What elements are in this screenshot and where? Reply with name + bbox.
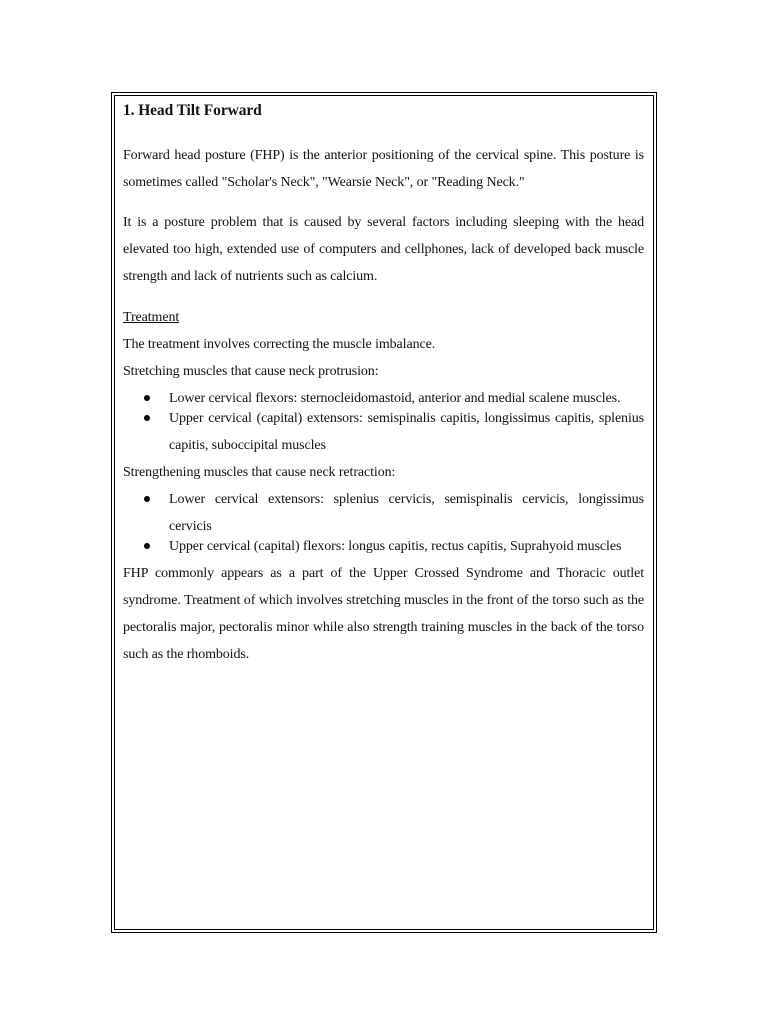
treatment-label: Treatment — [123, 310, 180, 325]
bullet-icon — [144, 395, 150, 401]
list-item — [123, 486, 644, 540]
intro-paragraph: Forward head posture (FHP) is the anterior positioning of the cervical spine. This posture is sometimes called "Scholar's Neck", "Wearsie Neck", or "Reading Neck." — [123, 148, 644, 190]
stretching-intro: Stretching muscles that cause neck protrusion: — [123, 364, 379, 379]
list-item — [123, 405, 644, 459]
strengthening-list — [123, 486, 644, 560]
list-item-text: Upper cervical (capital) extensors: semispinalis capitis, longissimus capitis, splenius capitis, suboccipital muscles — [169, 411, 644, 453]
list-item-text: Upper cervical (capital) flexors: longus capitis, rectus capitis, Suprahyoid muscles — [169, 539, 622, 554]
section-heading: 1. Head Tilt Forward — [123, 102, 262, 119]
causes-paragraph: It is a posture problem that is caused by several factors including sleeping with the head elevated too high, extended use of computers and cellphones, lack of developed back muscle strength and lack of nutrients such as calcium. — [123, 215, 644, 284]
stretching-list — [123, 385, 644, 459]
document-content — [123, 100, 644, 681]
bullet-icon — [144, 543, 150, 549]
list-item-text: Lower cervical extensors: splenius cervicis, semispinalis cervicis, longissimus cervicis — [169, 492, 644, 534]
closing-paragraph: FHP commonly appears as a part of the Upper Crossed Syndrome and Thoracic outlet syndrome. Treatment of which involves stretching muscles in the front of the torso such as the pectoralis major, pectoralis minor while also strength training muscles in the back of the torso such as the rhomboids. — [123, 566, 644, 662]
list-item-text: Lower cervical flexors: sternocleidomastoid, anterior and medial scalene muscles. — [169, 391, 621, 406]
blank-line — [123, 290, 644, 304]
treatment-intro: The treatment involves correcting the muscle imbalance. — [123, 337, 436, 352]
bullet-icon — [144, 496, 150, 502]
strengthening-intro: Strengthening muscles that cause neck retraction: — [123, 465, 396, 480]
bullet-icon — [144, 415, 150, 421]
list-item — [123, 533, 644, 560]
